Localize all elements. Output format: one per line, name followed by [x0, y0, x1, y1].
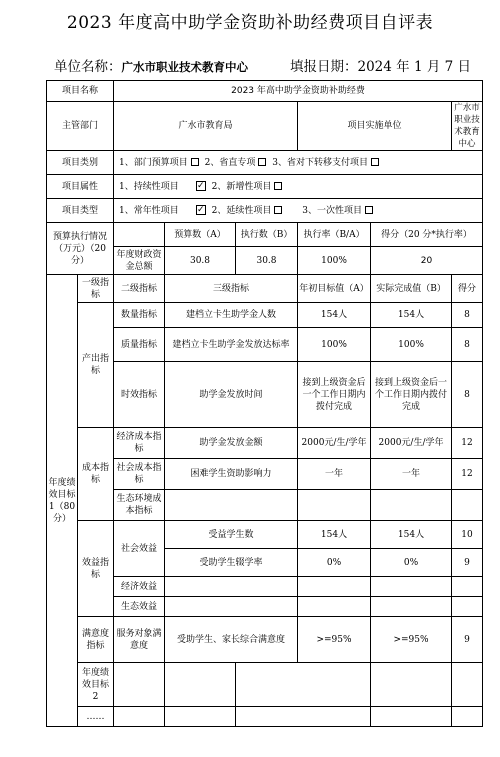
table-row-score: 9 [452, 549, 483, 577]
table-row-actual: 一年 [371, 459, 452, 490]
table-row-score: 12 [452, 428, 483, 459]
impl-value: 广水市职业技术教育中心 [452, 102, 483, 151]
level1-header: 一级指标 [78, 275, 114, 303]
table-row-l2: 生态环境成本指标 [114, 490, 165, 521]
table-row-score: 8 [452, 362, 483, 428]
unit-label: 单位名称： [54, 59, 122, 75]
page-title: 2023 年度高中助学金资助补助经费项目自评表 [66, 13, 434, 33]
table-row-actual: 154人 [371, 521, 452, 549]
rate-value: 100% [298, 247, 371, 275]
table-row-actual: >=95% [371, 617, 452, 663]
attr-option-1: 1、持续性项目 [119, 181, 179, 192]
checkbox-empty-icon[interactable] [191, 158, 199, 166]
table-row-l2: 服务对象满意度 [114, 617, 165, 663]
total-fund-label: 年度财政资金总额 [114, 247, 165, 275]
date-value: 2024 年 1 月 7 日 [357, 59, 471, 75]
table-row-l2: 经济成本指标 [114, 428, 165, 459]
table-row-l3: 建档立卡生助学金发放达标率 [165, 328, 298, 362]
table-row-l2: 生态效益 [114, 597, 165, 617]
checkbox-empty-icon[interactable] [371, 158, 379, 166]
table-row-l2: 数量指标 [114, 303, 165, 328]
category-options [114, 151, 483, 175]
table-row-l2: 时效指标 [114, 362, 165, 428]
table-row-actual: 2000元/生/学年 [371, 428, 452, 459]
table-row-actual: 100% [371, 328, 452, 362]
table-row-l2: 经济效益 [114, 577, 165, 597]
cost-indicator-label: 成本指标 [78, 428, 114, 521]
score-value: 20 [371, 247, 483, 275]
table-row-target: 100% [298, 328, 371, 362]
checkbox-checked-icon[interactable]: ✓ [196, 204, 205, 215]
table-row-l3: 受助学生辍学率 [165, 549, 298, 577]
type-options [114, 199, 483, 223]
checkbox-empty-icon[interactable] [274, 206, 282, 214]
attr-options [114, 175, 483, 199]
checkbox-empty-icon[interactable] [258, 158, 266, 166]
impl-label: 项目实施单位 [298, 102, 452, 151]
table-row-l3 [165, 490, 298, 521]
dept-label: 主管部门 [47, 102, 114, 151]
table-row-l3: 建档立卡生助学金人数 [165, 303, 298, 328]
category-option-1: 1、部门预算项目 [119, 157, 188, 168]
unit-name: 广水市职业技术教育中心 [121, 60, 248, 74]
date-info [290, 55, 471, 75]
benefit-indicator-label: 效益指标 [78, 521, 114, 617]
table-row-actual: 接到上级资金后一个工作日期内拨付完成 [371, 362, 452, 428]
type-option-2: 2、延续性项目 [211, 205, 272, 216]
table-row-score: 10 [452, 521, 483, 549]
exec-header: 执行数（B） [236, 223, 298, 247]
checkbox-checked-icon[interactable]: ✓ [196, 180, 205, 191]
type-option-3: 3、一次性项目 [302, 205, 362, 216]
table-row-l3: 助学金发放金额 [165, 428, 298, 459]
evaluation-table [46, 80, 483, 727]
table-row-target: >=95% [298, 617, 371, 663]
satisfaction-indicator-label: 满意度指标 [78, 617, 114, 663]
type-label: 项目类型 [47, 199, 114, 223]
table-row-score: 9 [452, 617, 483, 663]
output-indicator-label: 产出指标 [78, 303, 114, 428]
checkbox-empty-icon[interactable] [274, 182, 282, 190]
budget-value: 30.8 [165, 247, 236, 275]
date-label: 填报日期： [290, 59, 358, 75]
table-row-score: 12 [452, 459, 483, 490]
table-row-score: 8 [452, 303, 483, 328]
table-row-score [452, 490, 483, 521]
rate-header: 执行率（B/A） [298, 223, 371, 247]
table-row-l2: 质量指标 [114, 328, 165, 362]
checkbox-empty-icon[interactable] [365, 206, 373, 214]
actual-header: 实际完成值（B） [371, 275, 452, 303]
ellipsis-row: …… [78, 707, 114, 727]
unit-info [54, 55, 248, 75]
table-row-target: 一年 [298, 459, 371, 490]
category-option-2: 2、省直专项 [204, 157, 256, 168]
table-row-l3: 受助学生、家长综合满意度 [165, 617, 298, 663]
budget-label: 预算执行情况（万元）（20 分） [47, 223, 114, 275]
target-header: 年初目标值（A） [298, 275, 371, 303]
goal1-label: 年度绩效目标 1（80 分） [47, 275, 78, 727]
exec-value: 30.8 [236, 247, 298, 275]
table-row-target: 接到上级资金后一个工作日期内拨付完成 [298, 362, 371, 428]
table-row-actual: 154人 [371, 303, 452, 328]
table-row-l3: 受益学生数 [165, 521, 298, 549]
table-row-actual: 0% [371, 549, 452, 577]
budget-header: 预算数（A） [165, 223, 236, 247]
table-row-l3: 困难学生资助影响力 [165, 459, 298, 490]
table-row-target: 154人 [298, 521, 371, 549]
attr-label: 项目属性 [47, 175, 114, 199]
table-row-l2: 社会效益 [114, 521, 165, 577]
table-row-l2: 社会成本指标 [114, 459, 165, 490]
category-label: 项目类别 [47, 151, 114, 175]
score-col-header: 得分 [452, 275, 483, 303]
score-header: 得分（20 分*执行率） [371, 223, 483, 247]
table-row-target [298, 490, 371, 521]
attr-option-2: 2、新增性项目 [211, 181, 272, 192]
category-option-3: 3、省对下转移支付项目 [272, 157, 368, 168]
project-name: 2023 年高中助学金资助补助经费 [114, 81, 483, 102]
project-name-label: 项目名称 [47, 81, 114, 102]
level2-header: 二级指标 [114, 275, 165, 303]
table-row-target: 154人 [298, 303, 371, 328]
table-row-target: 2000元/生/学年 [298, 428, 371, 459]
type-option-1: 1、常年性项目 [119, 205, 179, 216]
table-row-actual [371, 490, 452, 521]
table-row-l3: 助学金发放时间 [165, 362, 298, 428]
table-row-score: 8 [452, 328, 483, 362]
table-row-target: 0% [298, 549, 371, 577]
goal2-label: 年度绩效目标 2 [78, 663, 114, 707]
level3-header: 三级指标 [165, 275, 298, 303]
dept-value: 广水市教育局 [114, 102, 298, 151]
